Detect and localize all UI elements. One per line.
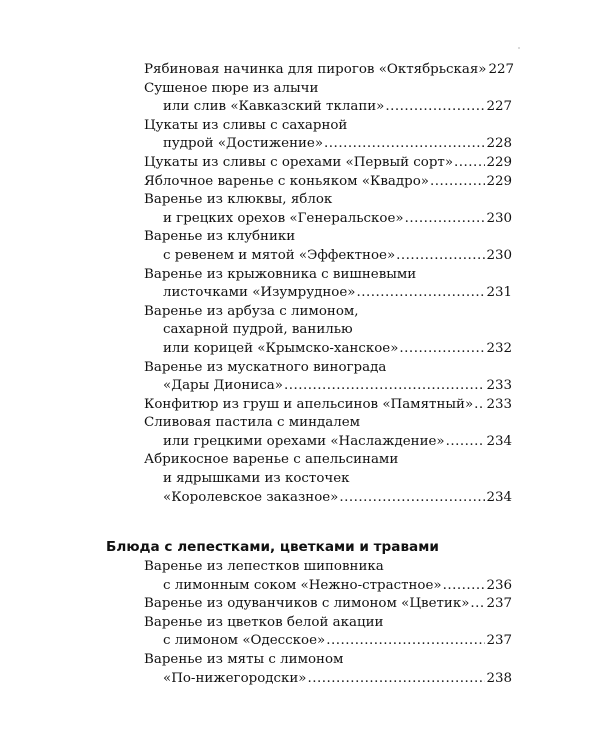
entry-title-cont: с лимоном «Одесское» <box>163 633 326 649</box>
page-number: 236 <box>486 577 512 593</box>
page-number: 234 <box>486 489 512 505</box>
entry-title: Абрикосное варенье с апельсинами <box>144 452 399 468</box>
entry-title: Рябиновая начинка для пирогов «Октябрьская» <box>144 62 487 77</box>
toc-entry[interactable] <box>100 651 512 688</box>
page-number: 232 <box>486 340 512 356</box>
leader-dots <box>399 340 485 359</box>
entry-title-cont: или грецкими орехами «Наслаждение» <box>163 433 445 449</box>
section-heading: Блюда с лепестками, цветками и травами <box>106 539 439 555</box>
entry-title: Варенье из арбуза с лимоном, <box>144 303 359 319</box>
leader-dots <box>454 154 485 173</box>
entry-title-cont: пудрой «Достижение» <box>163 136 324 152</box>
toc-entry[interactable] <box>100 154 512 173</box>
toc-entry[interactable] <box>100 396 512 415</box>
page-number: 227 <box>488 62 515 77</box>
toc-entry[interactable] <box>100 359 512 396</box>
page-speck <box>518 47 520 49</box>
toc-entry[interactable] <box>100 173 512 192</box>
toc-entry[interactable] <box>100 303 512 359</box>
toc-entry[interactable] <box>100 61 515 80</box>
page-number: 234 <box>486 433 512 449</box>
leader-dots <box>284 377 485 396</box>
leader-dots <box>326 632 485 651</box>
entry-title-cont: «Дары Диониса» <box>163 378 283 394</box>
page-number: 231 <box>486 285 512 301</box>
entry-title-cont: или корицей «Крымско-ханское» <box>163 340 399 356</box>
leader-dots <box>308 670 486 689</box>
entry-title: Цукаты из сливы с сахарной <box>144 117 348 133</box>
entry-title: Варенье из крыжовника с вишневыми <box>144 266 417 282</box>
entry-title-cont: с лимонным соком «Нежно-страстное» <box>163 577 442 593</box>
entry-title: Варенье из цветков белой акации <box>144 614 384 630</box>
entry-title: Яблочное варенье с коньяком «Квадро» <box>144 173 429 189</box>
toc-entry[interactable] <box>100 595 512 614</box>
leader-dots <box>470 595 485 614</box>
entry-title-cont: и грецких орехов «Генеральское» <box>163 210 404 226</box>
leader-dots <box>443 577 486 596</box>
entry-title-cont: «По-нижегородски» <box>163 670 307 686</box>
toc-section-preserves <box>100 61 515 507</box>
leader-dots <box>396 247 485 266</box>
toc-entry[interactable] <box>100 414 512 451</box>
leader-dots <box>385 98 485 117</box>
entry-title-cont: с ревенем и мятой «Эффектное» <box>163 247 396 263</box>
entry-title: Варенье из мускатного винограда <box>144 359 387 375</box>
entry-title-cont: или слив «Кавказский тклапи» <box>163 99 385 115</box>
toc-entry[interactable] <box>100 191 512 228</box>
toc-entry[interactable] <box>100 80 512 117</box>
page-number: 237 <box>486 596 512 612</box>
page-number: 230 <box>486 247 512 263</box>
entry-title: Сушеное пюре из алычи <box>144 80 319 96</box>
leader-dots <box>339 489 485 508</box>
leader-dots <box>405 210 486 229</box>
page-number: 238 <box>486 670 512 686</box>
entry-title: Варенье из мяты с лимоном <box>144 651 344 667</box>
page-number: 229 <box>486 154 512 170</box>
toc-entry[interactable] <box>100 117 512 154</box>
entry-title: Сливовая пастила с миндалем <box>144 415 361 431</box>
page-number: 237 <box>486 633 512 649</box>
page-number: 230 <box>486 210 512 226</box>
page-number: 233 <box>486 396 512 412</box>
entry-title-cont: и ядрышками из косточек <box>163 471 350 487</box>
leader-dots <box>356 284 485 303</box>
toc-section-flowers <box>100 538 512 688</box>
page-number: 228 <box>486 136 512 152</box>
entry-title-cont: листочками «Изумрудное» <box>163 285 356 301</box>
toc-entry[interactable] <box>100 266 512 303</box>
page-number: 233 <box>486 378 512 394</box>
entry-title: Варенье из клубники <box>144 229 296 245</box>
toc-entry[interactable] <box>100 614 512 651</box>
leader-dots <box>324 135 485 154</box>
entry-title-cont: сахарной пудрой, ванилью <box>163 322 353 338</box>
leader-dots <box>474 396 485 415</box>
page-number: 227 <box>486 99 512 115</box>
toc-entry[interactable] <box>100 228 512 265</box>
entry-title: Конфитюр из груш и апельсинов «Памятный» <box>144 396 474 412</box>
entry-title: Варенье из лепестков шиповника <box>144 559 384 574</box>
entry-title: Цукаты из сливы с орехами «Первый сорт» <box>144 154 454 170</box>
leader-dots <box>446 433 486 452</box>
toc-entry[interactable] <box>100 558 512 595</box>
entry-title: Варенье из клюквы, яблок <box>144 192 333 208</box>
entry-title: Варенье из одуванчиков с лимоном «Цветик» <box>144 596 470 612</box>
toc-entry[interactable] <box>100 451 512 507</box>
page-number: 229 <box>486 173 512 189</box>
leader-dots <box>430 173 485 192</box>
entry-title-cont: «Королевское заказное» <box>163 489 339 505</box>
